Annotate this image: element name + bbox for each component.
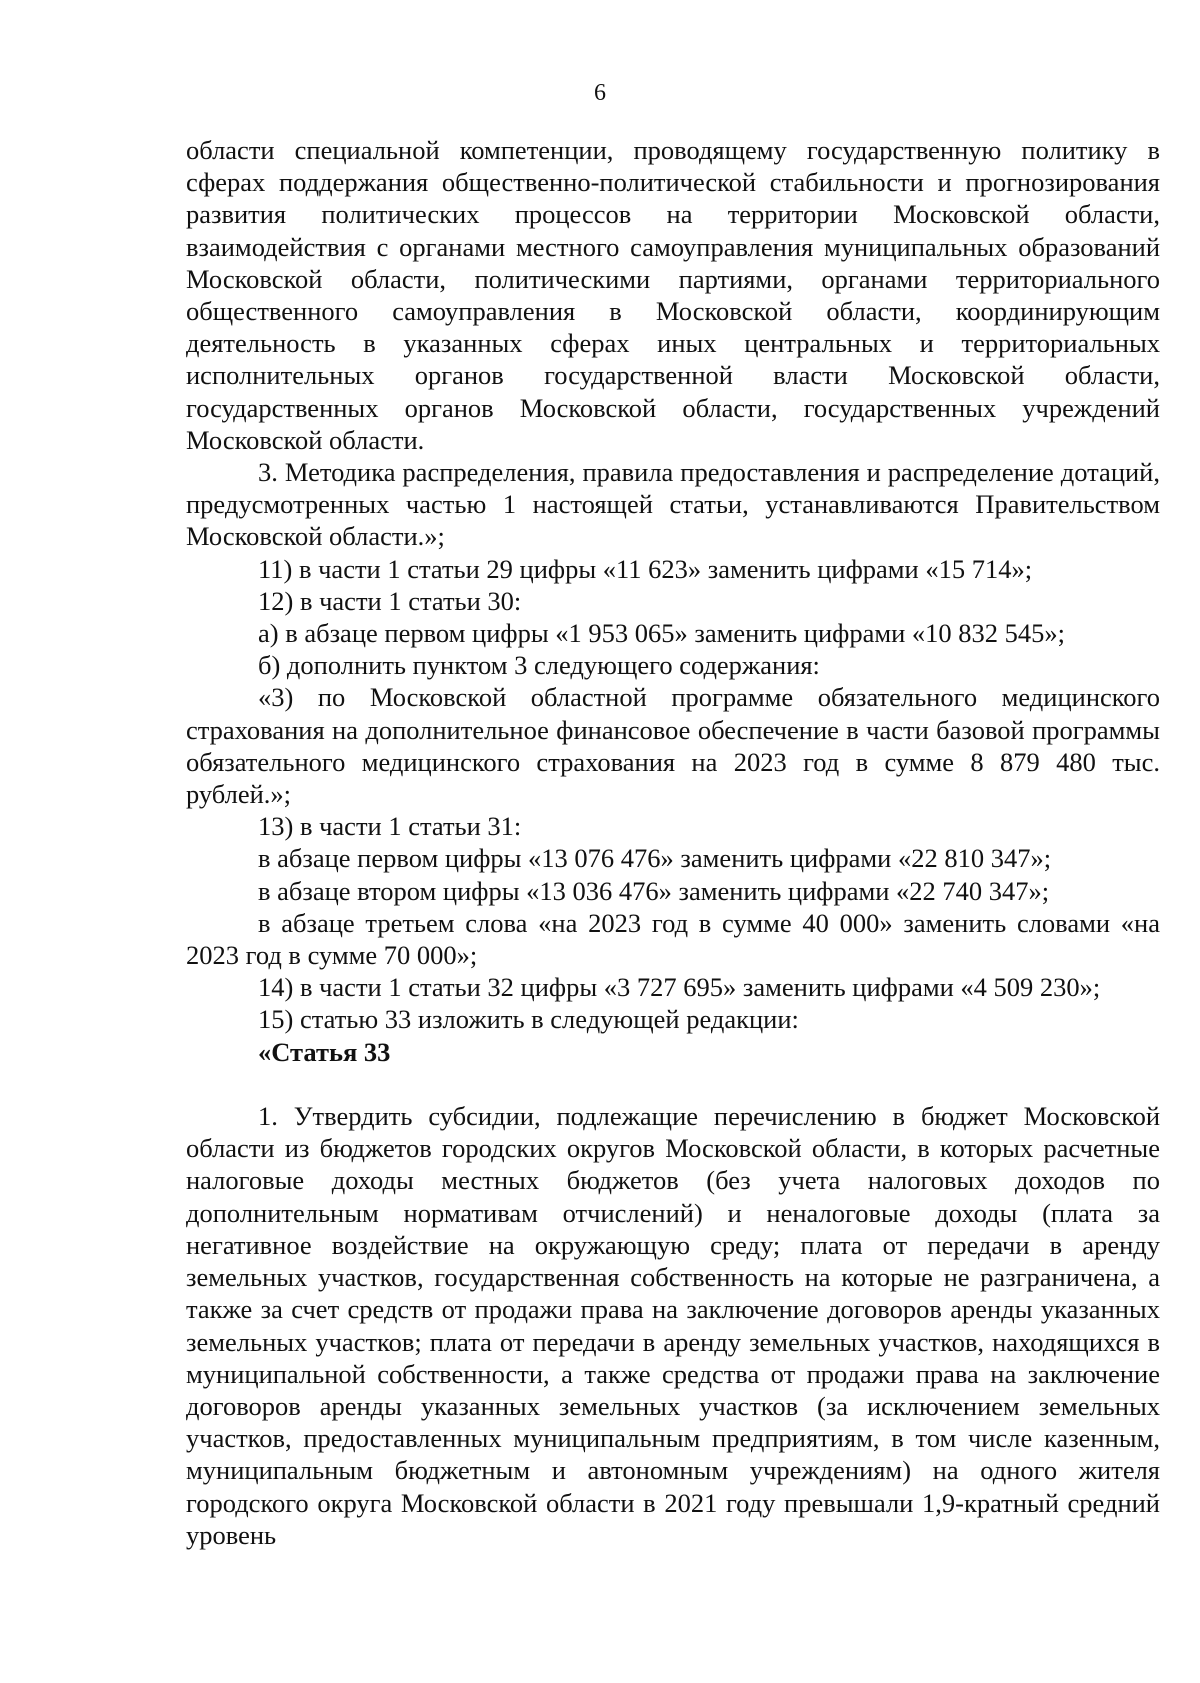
- paragraph-article-33-item-1: 1. Утвердить субсидии, подлежащие перечислению в бюджет Московской области из бюджетов городских округов Московской области, в которых расчетные налоговые доходы местных бюджетов (без учета налоговых доходов по дополнительным нормативам отчислений) и неналоговые доходы (плата за негативное воздействие на окружающую среду; плата от передачи в аренду земельных участков, государственная собственность на которые не разграничена, а также за счет средств от продажи права на заключение договоров аренды указанных земельных участков; плата от передачи в аренду земельных участков, находящихся в муниципальной собственности, а также средства от продажи права на заключение договоров аренды указанных земельных участков (за исключением земельных участков, предоставленных муниципальным предприятиям, в том числе казенным, муниципальным бюджетным и автономным учреждениям) на одного жителя городского округа Московской области в 2021 году превышали 1,9-кратный средний уровень: [186, 1101, 1160, 1550]
- paragraph-item-12b: б) дополнить пунктом 3 следующего содержания:: [258, 650, 820, 681]
- document-body: [186, 134, 1160, 1551]
- paragraph-item-13: 13) в части 1 статьи 31:: [258, 811, 522, 842]
- paragraph-quoted-item-3: «3) по Московской областной программе обязательного медицинского страхования на дополнительное финансовое обеспечение в части базовой программы обязательного медицинского страхования на 2023 год в сумме 8 879 480 тыс. рублей.»;: [186, 682, 1160, 810]
- paragraph-item-13-first: в абзаце первом цифры «13 076 476» заменить цифрами «22 810 347»;: [258, 843, 1052, 874]
- paragraph-item-13-second: в абзаце втором цифры «13 036 476» заменить цифрами «22 740 347»;: [258, 875, 1050, 906]
- paragraph-item-12: 12) в части 1 статьи 30:: [258, 585, 522, 616]
- paragraph-continuation: области специальной компетенции, проводящему государственную политику в сферах поддержания общественно-политической стабильности и прогнозирования развития политических процессов на территории Московской области, взаимодействия с органами местного самоуправления муниципальных образований Московской области, политическими партиями, органами территориального общественного самоуправления в Московской области, координирующим деятельность в указанных сферах иных центральных и территориальных исполнительных органов государственной власти Московской области, государственных органов Московской области, государственных учреждений Московской области.: [186, 135, 1160, 455]
- article-heading: «Статья 33: [258, 1036, 391, 1067]
- paragraph-item-13-third: в абзаце третьем слова «на 2023 год в сумме 40 000» заменить словами «на 2023 год в сумме 70 000»;: [186, 907, 1160, 971]
- paragraph-item-12a: а) в абзаце первом цифры «1 953 065» заменить цифрами «10 832 545»;: [258, 618, 1066, 649]
- paragraph-item-11: 11) в части 1 статьи 29 цифры «11 623» заменить цифрами «15 714»;: [258, 553, 1033, 584]
- paragraph-item-15: 15) статью 33 изложить в следующей редакции:: [258, 1004, 799, 1035]
- paragraph-item-14: 14) в части 1 статьи 32 цифры «3 727 695» заменить цифрами «4 509 230»;: [258, 972, 1101, 1003]
- page-number: 6: [594, 80, 606, 106]
- paragraph-item-3: 3. Методика распределения, правила предоставления и распределение дотаций, предусмотренных частью 1 настоящей статьи, устанавливаются Правительством Московской области.»;: [186, 457, 1160, 552]
